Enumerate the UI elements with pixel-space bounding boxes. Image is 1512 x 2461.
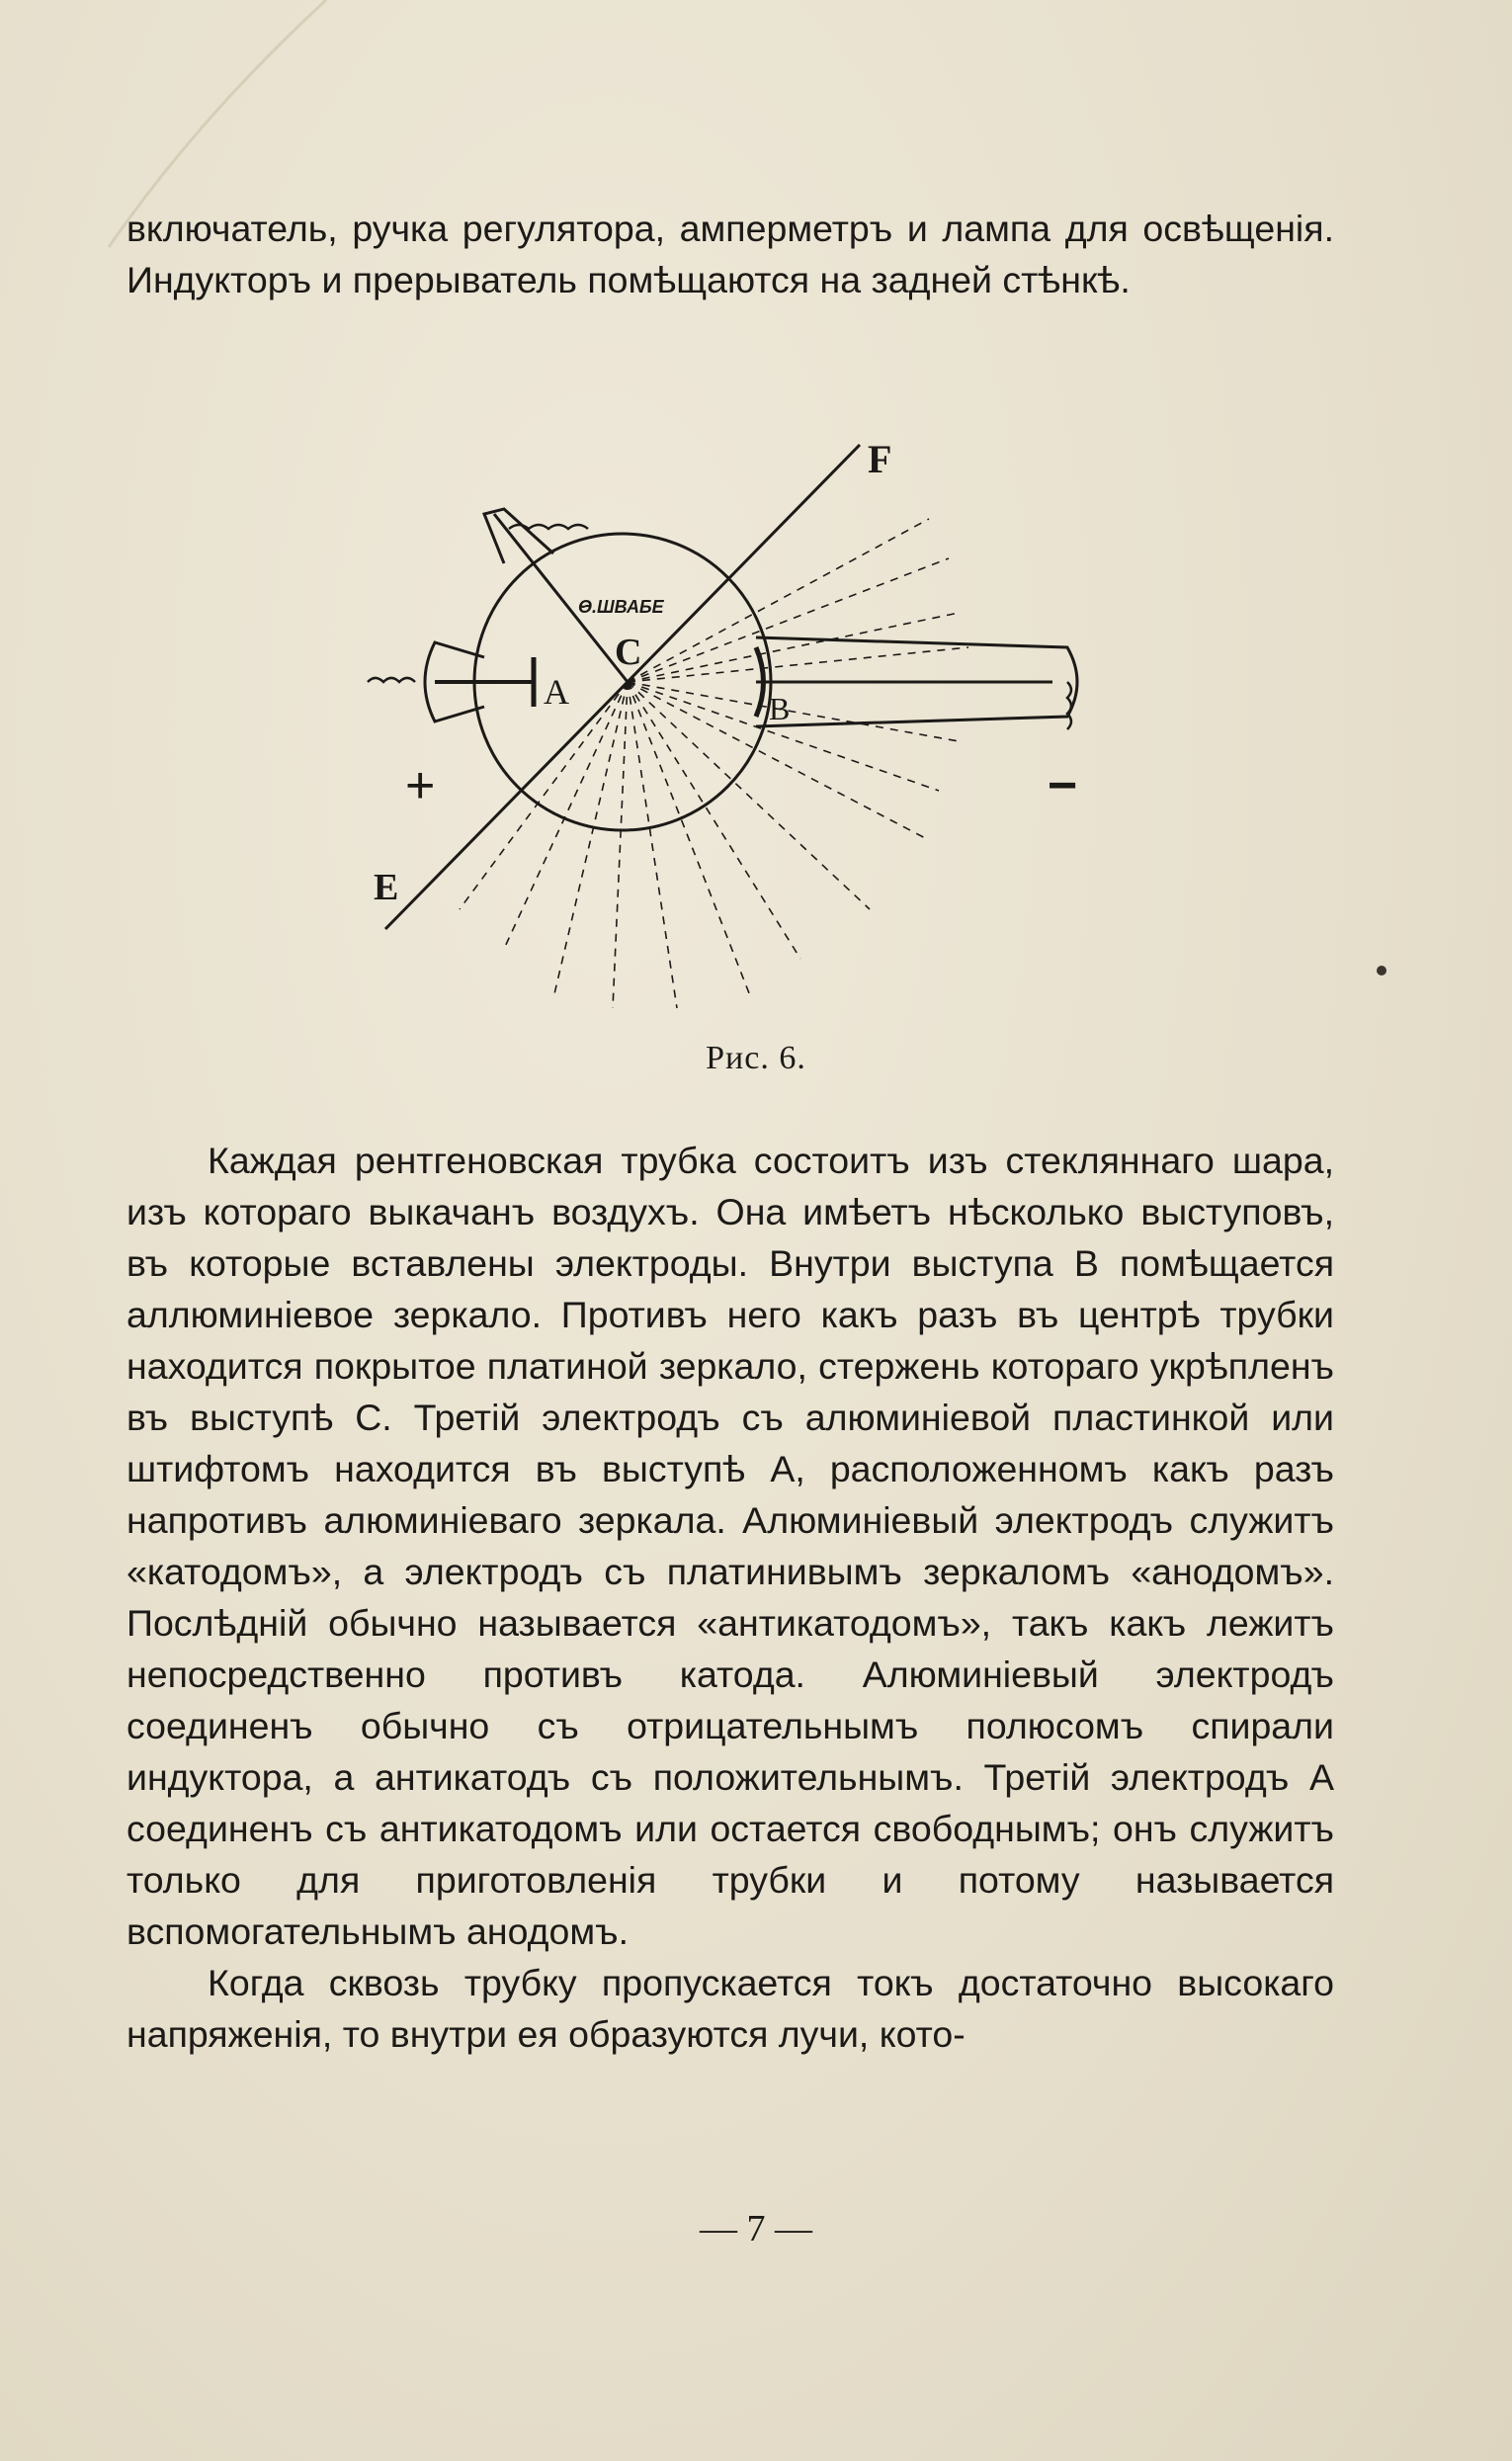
body-paragraph-1: Каждая рентгеновская трубка состоитъ изъ стекляннаго шара, изъ котораго выкачанъ воздухъ. Она имѣетъ нѣсколько выступовъ, въ которые вставлены электроды. Внутри выступа В помѣщается аллюминіевое зеркало. Противъ него какъ разъ въ центрѣ трубки находится покрытое платиной зеркало, стержень котораго укрѣпленъ въ выступѣ С. Третій электродъ съ алюминіевой пластинкой или штифтомъ находится въ выступѣ А, расположенномъ какъ разъ напротивъ алюминіеваго зеркала. Алюминіевый электродъ служитъ «катодомъ», а электродъ съ платинивымъ зеркаломъ «анодомъ». Послѣдній обычно называется «антикатодомъ», такъ какъ лежитъ непосредственно противъ катода. Алюминіевый электродъ соединенъ обычно съ отрицательнымъ полюсомъ спирали индуктора, а антикатодъ съ положительнымъ. Третій электродъ А соединенъ съ антикатодомъ или остается свободнымъ; онъ служитъ только для приготовленія трубки и потому называется вспомогательнымъ анодомъ. bbox=[126, 1140, 1334, 1952]
coil-top bbox=[509, 525, 588, 529]
label-B: B bbox=[769, 691, 791, 726]
brand-label: Ѳ.ШВАБЕ bbox=[578, 597, 664, 617]
body-paragraph-2: Когда сквозь трубку пропускается токъ достаточно высокаго напряженія, то внутри ея образуются лучи, кото- bbox=[126, 1962, 1334, 2055]
label-E: E bbox=[374, 867, 399, 908]
label-C: C bbox=[615, 632, 642, 673]
minus-sign: − bbox=[1048, 757, 1078, 814]
intro-text bbox=[126, 203, 1334, 305]
body-text bbox=[126, 1135, 1334, 2060]
figure-caption: Рис. 6. bbox=[706, 1040, 806, 1076]
label-F: F bbox=[868, 437, 892, 481]
coil-right bbox=[1067, 682, 1071, 729]
page-number: — 7 — bbox=[700, 2208, 812, 2249]
line-E-F bbox=[385, 445, 860, 929]
intro-paragraph: включатель, ручка регулятора, амперметръ и лампа для освѣщенія. Индукторъ и прерыватель помѣщаются на задней стѣнкѣ. bbox=[126, 208, 1334, 300]
coil-left bbox=[368, 678, 415, 682]
plus-sign: + bbox=[405, 757, 436, 814]
label-A: A bbox=[544, 672, 569, 712]
xray-tube-figure bbox=[356, 435, 1107, 1028]
ink-dot bbox=[1377, 966, 1386, 976]
